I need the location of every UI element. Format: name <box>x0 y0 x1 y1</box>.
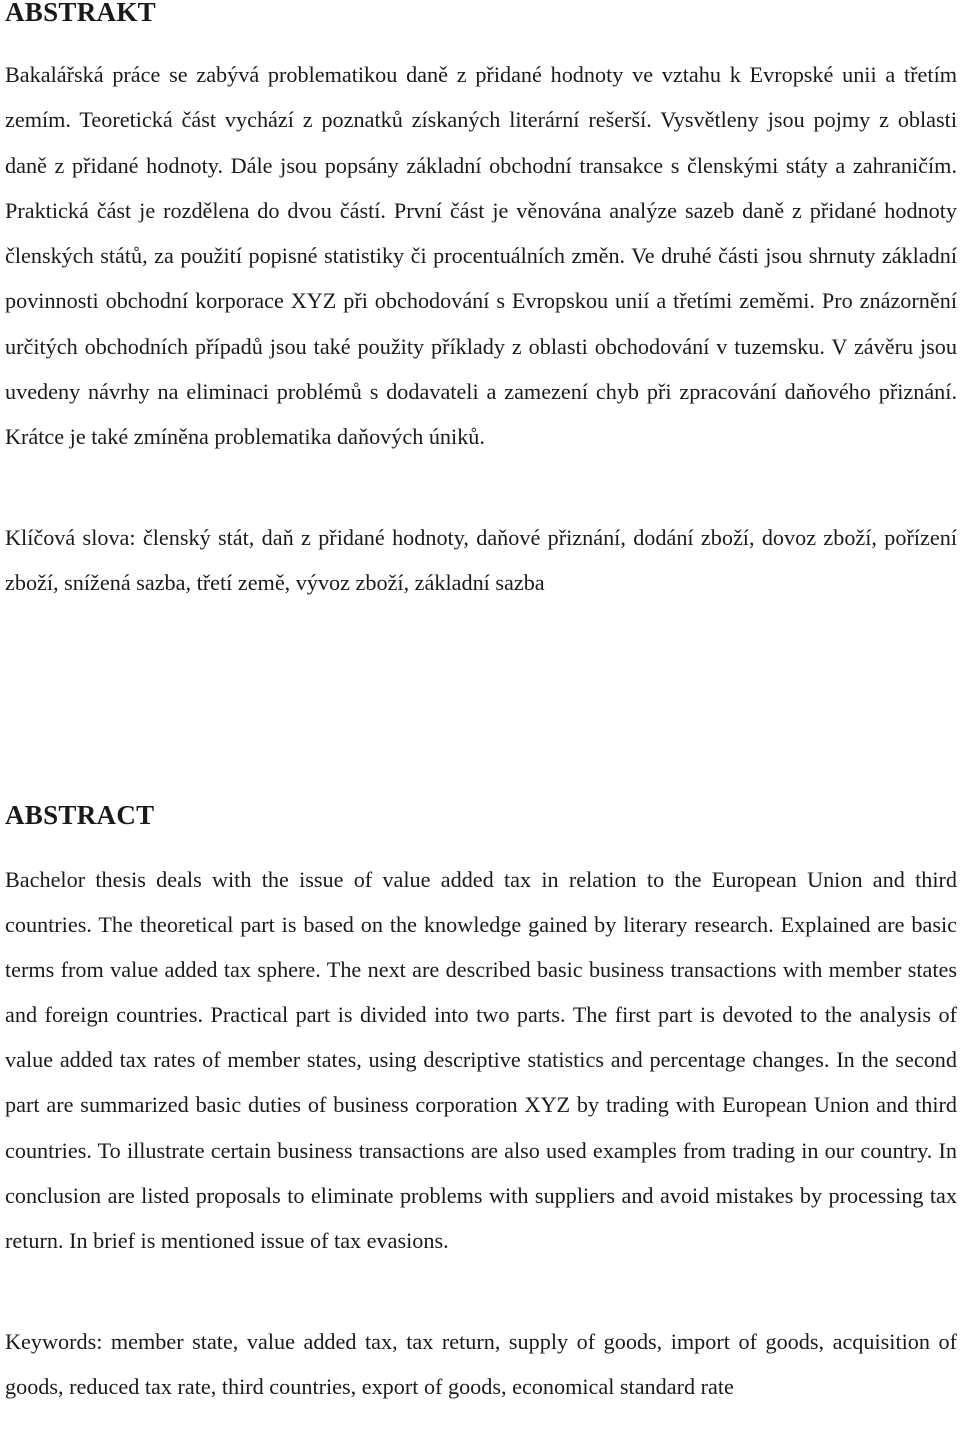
czech-abstract-heading: ABSTRAKT <box>5 0 156 27</box>
english-abstract-text: Bachelor thesis deals with the issue of value added tax in relation to the European Union and third countries. The theoretical part is based on the knowledge gained by literary research. Explained are basic terms from value added tax sphere. The next are described basic business transactions with member states and foreign countries. Practical part is divided into two parts. The first part is devoted to the analysis of value added tax rates of member states, using descriptive statistics and percentage changes. In the second part are summarized basic duties of business corporation XYZ by trading with European Union and third countries. To illustrate certain business transactions are also used examples from trading in our country. In conclusion are listed proposals to eliminate problems with suppliers and avoid mistakes by processing tax return. In brief is mentioned issue of tax evasions. <box>5 867 957 1253</box>
english-keywords: Keywords: member state, value added tax, tax return, supply of goods, import of goods, acquisition of goods, reduced tax rate, third countries, export of goods, economical standard rate <box>5 1329 957 1400</box>
czech-abstract-text: Bakalářská práce se zabývá problematikou daně z přidané hodnoty ve vztahu k Evropské unii a třetím zemím. Teoretická část vychází z poznatků získaných literární rešerší. Vysvětleny jsou pojmy z oblasti daně z přidané hodnoty. Dále jsou popsány základní obchodní transakce s členskými státy a zahraničím. Praktická část je rozdělena do dvou částí. První část je věnována analýze sazeb daně z přidané hodnoty členských států, za použití popisné statistiky či procentuálních změn. Ve druhé části jsou shrnuty základní povinnosti obchodní korporace XYZ při obchodování s Evropskou unií a třetími zeměmi. Pro znázornění určitých obchodních případů jsou také použity příklady z oblasti obchodování v tuzemsku. V závěru jsou uvedeny návrhy na eliminaci problémů s dodavateli a zamezení chyb při zpracování daňového přiznání. Krátce je také zmíněna problematika daňových úniků. <box>5 62 957 450</box>
english-abstract-heading: ABSTRACT <box>5 800 155 830</box>
czech-keywords: Klíčová slova: členský stát, daň z přidané hodnoty, daňové přiznání, dodání zboží, dovoz zboží, pořízení zboží, snížená sazba, třetí země, vývoz zboží, základní sazba <box>5 525 957 596</box>
